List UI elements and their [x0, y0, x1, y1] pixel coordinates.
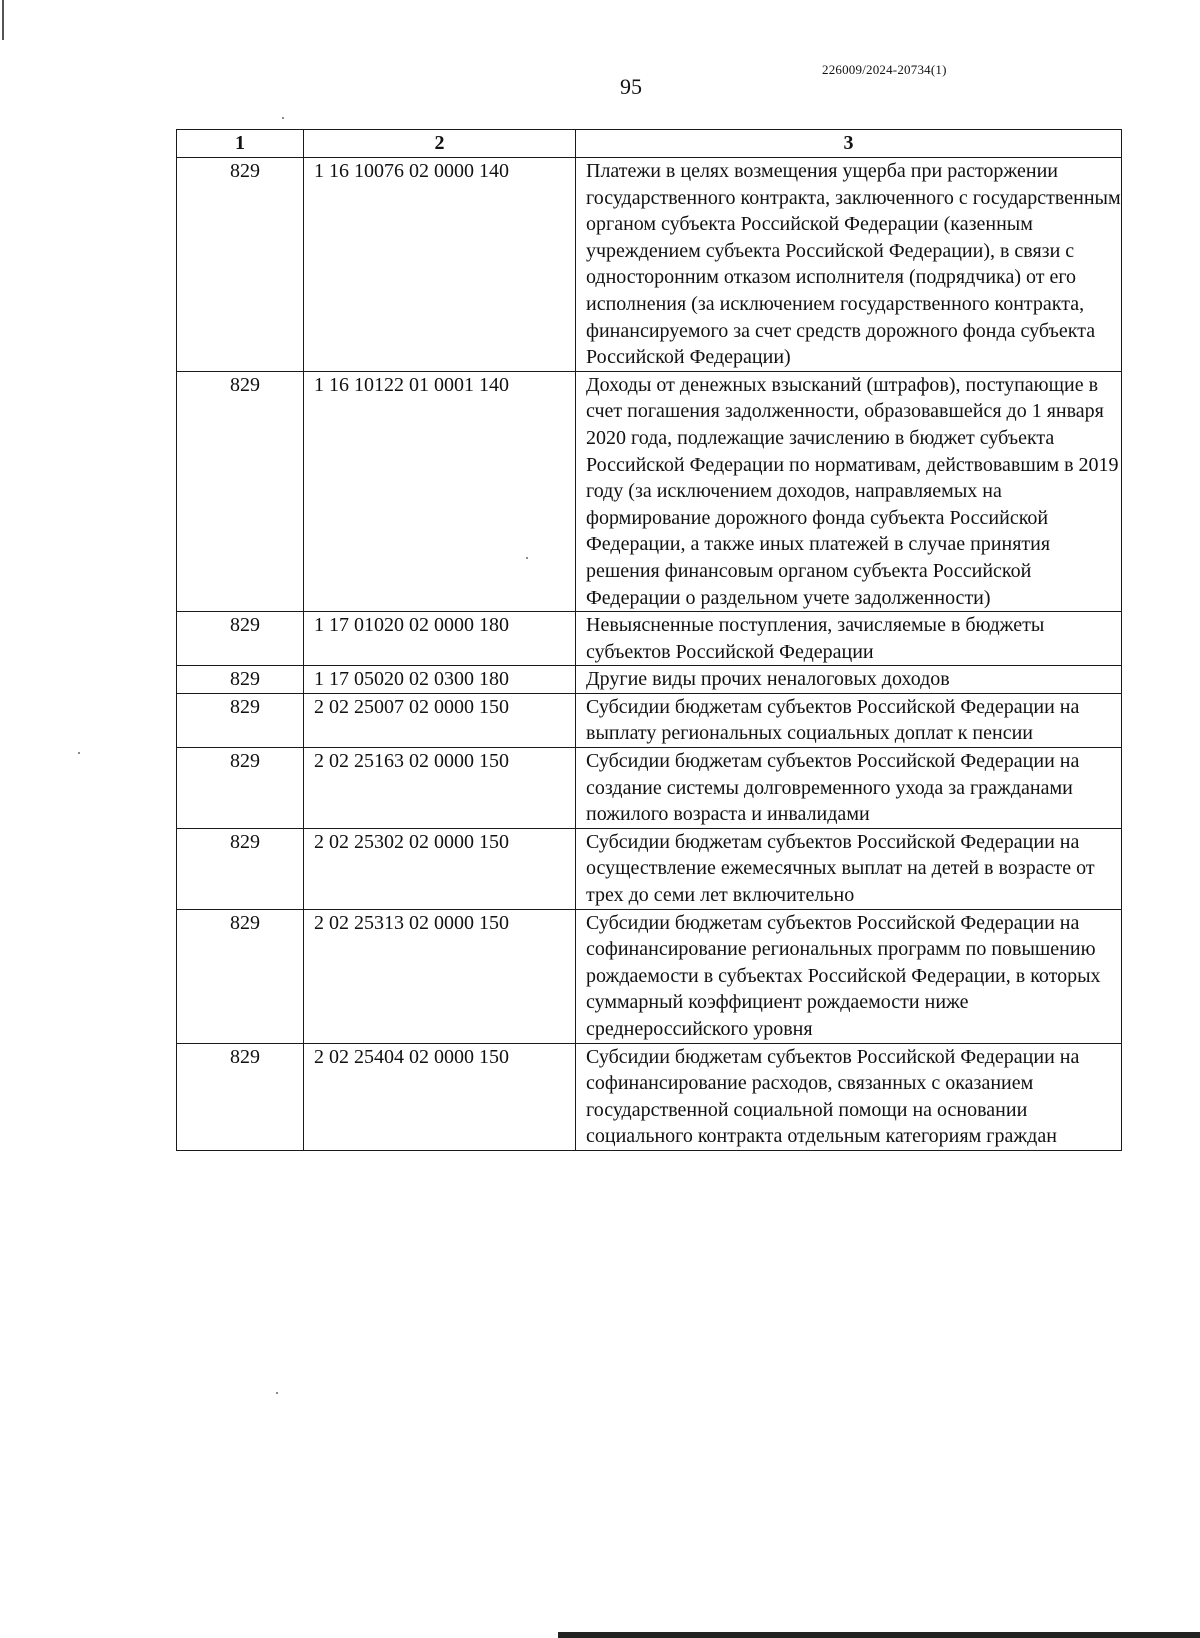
table-row	[177, 371, 1122, 611]
budget-code-cell: 2 02 25163 02 0000 150	[304, 748, 576, 829]
budget-code-cell: 1 17 01020 02 0000 180	[304, 612, 576, 666]
admin-code-cell: 829	[177, 909, 304, 1043]
admin-code-cell: 829	[177, 612, 304, 666]
budget-code-cell: 1 16 10076 02 0000 140	[304, 158, 576, 372]
budget-code-cell: 2 02 25007 02 0000 150	[304, 693, 576, 747]
budget-code-cell: 2 02 25404 02 0000 150	[304, 1043, 576, 1150]
page-number: 95	[620, 74, 642, 99]
column-header-3: 3	[576, 130, 1122, 158]
budget-code-cell: 2 02 25313 02 0000 150	[304, 909, 576, 1043]
admin-code-cell: 829	[177, 666, 304, 694]
table-row	[177, 158, 1122, 372]
description-cell: Доходы от денежных взысканий (штрафов), поступающие в счет погашения задолженности, образовавшейся до 1 января 2020 года, подлежащие зачислению в бюджет субъекта Российской Федерации по нормативам, действовавшим в 2019 году (за исключением доходов, направляемых на формирование дорожного фонда субъекта Российской Федерации, а также иных платежей в случае принятия решения финансовым органом субъекта Российской Федерации о раздельном учете задолженности)	[576, 371, 1122, 611]
description-cell: Субсидии бюджетам субъектов Российской Федерации на софинансирование расходов, связанных с оказанием государственной социальной помощи на основании социального контракта отдельным категориям граждан	[576, 1043, 1122, 1150]
budget-code-cell: 2 02 25302 02 0000 150	[304, 828, 576, 909]
scan-artifact-dot	[276, 1392, 278, 1394]
description-cell: Другие виды прочих неналоговых доходов	[576, 666, 1122, 694]
admin-code-cell: 829	[177, 828, 304, 909]
budget-code-cell: 1 16 10122 01 0001 140	[304, 371, 576, 611]
admin-code-cell: 829	[177, 693, 304, 747]
description-cell: Невыясненные поступления, зачисляемые в бюджеты субъектов Российской Федерации	[576, 612, 1122, 666]
description-cell: Субсидии бюджетам субъектов Российской Федерации на осуществление ежемесячных выплат на детей в возрасте от трех до семи лет включительно	[576, 828, 1122, 909]
table-row	[177, 693, 1122, 747]
scan-edge-mark	[2, 0, 4, 40]
admin-code-cell: 829	[177, 371, 304, 611]
admin-code-cell: 829	[177, 158, 304, 372]
table-row	[177, 612, 1122, 666]
revenue-code-table	[176, 129, 1122, 1151]
description-cell: Субсидии бюджетам субъектов Российской Федерации на софинансирование региональных программ по повышению рождаемости в субъектах Российской Федерации, в которых суммарный коэффициент рождаемости ниже среднероссийского уровня	[576, 909, 1122, 1043]
scan-artifact-dot	[282, 117, 284, 119]
column-header-1: 1	[177, 130, 304, 158]
scan-bottom-edge	[558, 1632, 1200, 1638]
column-header-2: 2	[304, 130, 576, 158]
table-row	[177, 909, 1122, 1043]
table-row	[177, 1043, 1122, 1150]
description-cell: Платежи в целях возмещения ущерба при расторжении государственного контракта, заключенного с государственным органом субъекта Российской Федерации (казенным учреждением субъекта Российской Федерации), в связи с односторонним отказом исполнителя (подрядчика) от его исполнения (за исключением государственного контракта, финансируемого за счет средств дорожного фонда субъекта Российской Федерации)	[576, 158, 1122, 372]
table-row	[177, 828, 1122, 909]
table-row	[177, 748, 1122, 829]
table-header-row	[177, 130, 1122, 158]
document-id: 226009/2024-20734(1)	[822, 62, 947, 77]
budget-code-cell: 1 17 05020 02 0300 180	[304, 666, 576, 694]
description-cell: Субсидии бюджетам субъектов Российской Федерации на создание системы долговременного ухода за гражданами пожилого возраста и инвалидами	[576, 748, 1122, 829]
scan-artifact-dot	[78, 752, 80, 754]
admin-code-cell: 829	[177, 748, 304, 829]
description-cell: Субсидии бюджетам субъектов Российской Федерации на выплату региональных социальных доплат к пенсии	[576, 693, 1122, 747]
admin-code-cell: 829	[177, 1043, 304, 1150]
table-row	[177, 666, 1122, 694]
